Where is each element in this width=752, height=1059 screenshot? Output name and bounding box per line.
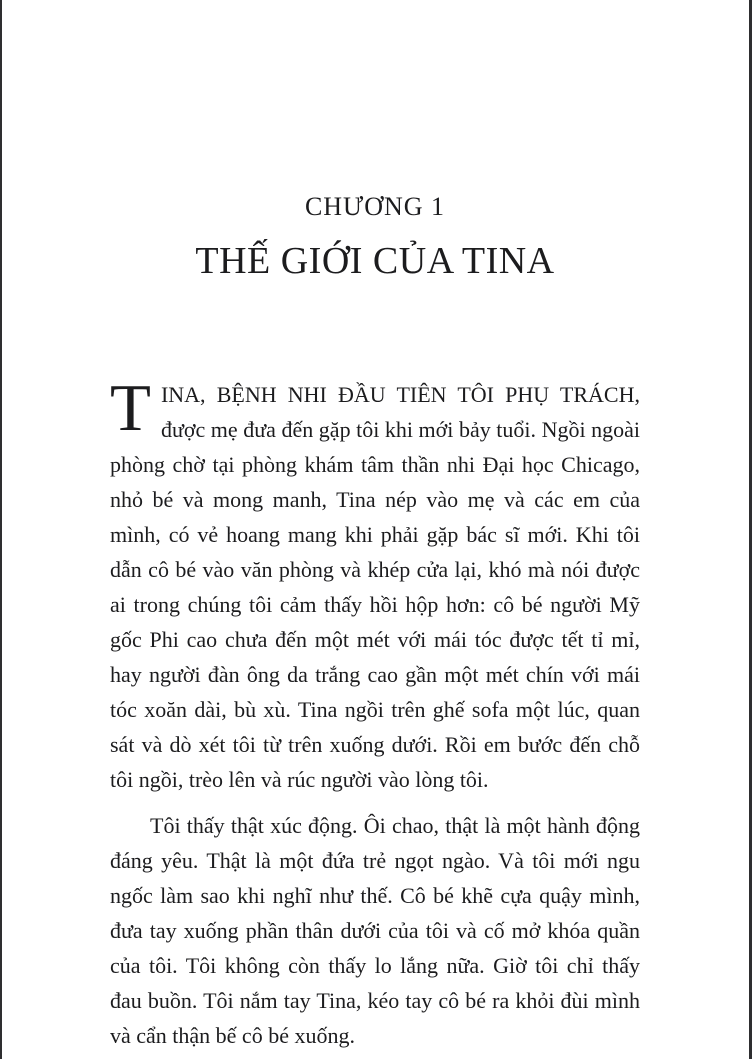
page-left-edge-line xyxy=(0,0,2,1059)
paragraph-1-lead-caps: INA, BỆNH NHI ĐẦU TIÊN TÔI PHỤ TRÁCH, xyxy=(160,382,640,407)
paragraph-1 xyxy=(110,371,640,797)
chapter-label: CHƯƠNG 1 xyxy=(304,192,446,221)
paragraph-1-text: được mẹ đưa đến gặp tôi khi mới bảy tuổi. Ngồi ngoài phòng chờ tại phòng khám tâm thần nhi Đại học Chicago, nhỏ bé và mong manh, Tina nép vào mẹ và các em của mình, có vẻ hoang mang khi phải gặp bác sĩ mới. Khi tôi dẫn cô bé vào văn phòng và khép cửa lại, khó mà nói được ai trong chúng tôi cảm thấy hồi hộp hơn: cô bé người Mỹ gốc Phi cao chưa đến một mét với mái tóc được tết tỉ mỉ, hay người đàn ông da trắng cao gần một mét chín với mái tóc xoăn dài, bù xù. Tina ngồi trên ghế sofa một lúc, quan sát và dò xét tôi từ trên xuống dưới. Rồi em bước đến chỗ tôi ngồi, trèo lên và rúc người vào lòng tôi. xyxy=(110,417,640,792)
page-content xyxy=(110,0,640,1053)
paragraph-2: Tôi thấy thật xúc động. Ôi chao, thật là một hành động đáng yêu. Thật là một đứa trẻ ngọt ngào. Và tôi mới ngu ngốc làm sao khi nghĩ như thế. Cô bé khẽ cựa quậy mình, đưa tay xuống phần thân dưới của tôi và cố mở khóa quần của tôi. Tôi không còn thấy lo lắng nữa. Giờ tôi chỉ thấy đau buồn. Tôi nắm tay Tina, kéo tay cô bé ra khỏi đùi mình và cẩn thận bế cô bé xuống. xyxy=(110,813,640,1048)
drop-cap: T xyxy=(110,371,151,445)
chapter-title: THẾ GIỚI CỦA TINA xyxy=(195,240,555,282)
body-text xyxy=(110,371,640,1053)
